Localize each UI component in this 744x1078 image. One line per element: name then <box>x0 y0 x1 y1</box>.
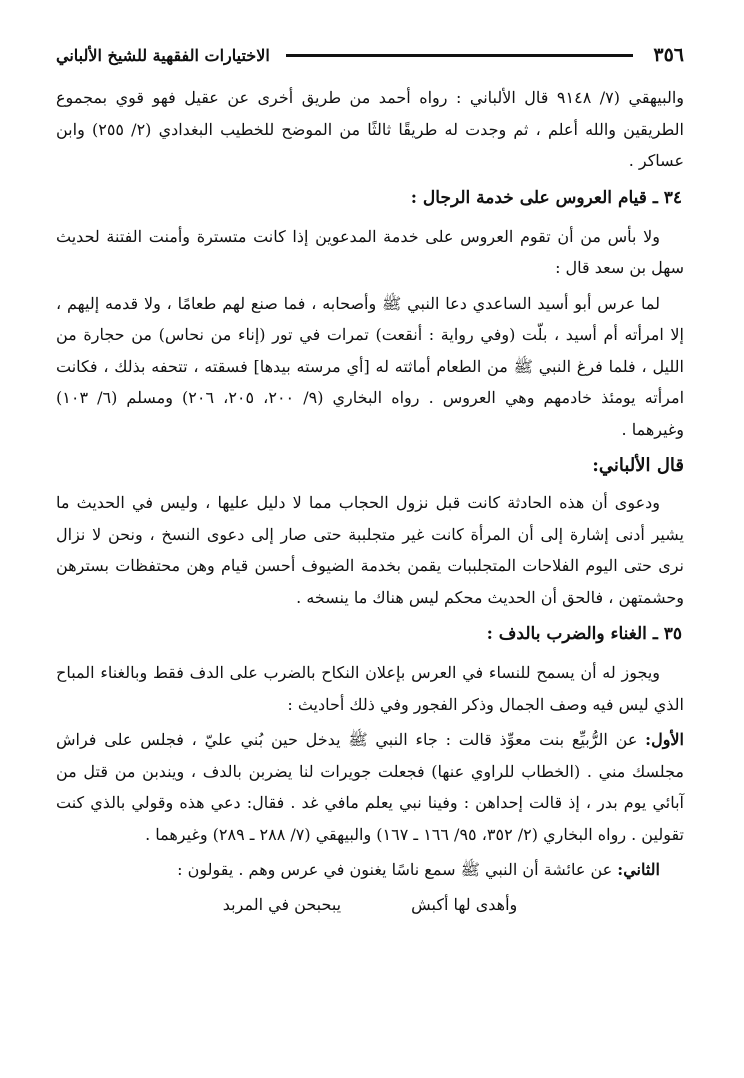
paragraph-hadith-sahl: لما عرس أبو أسيد الساعدي دعا النبي ﷺ وأصحابه ، فما صنع لهم طعامًا ، ولا قدمه إليهم ، إلا امرأته أم أسيد ، بلّت (وفي رواية : أنقعت) تمرات في تور (إناء من نحاس) من حجارة من الليل ، فلما فرغ النبي ﷺ من الطعام أماثته له [أي مرسته بيدها] فسقته ، تتحفه بذلك ، فكانت امرأته يومئذ خادمهم وهي العروس . رواه البخاري (٩/ ٢٠٠، ٢٠٥، ٢٠٦) ومسلم (٦/ ١٠٣) وغيرهما . <box>56 293 685 439</box>
paragraph-duff-singing: ويجوز له أن يسمح للنساء في العرس بإعلان النكاح بالضرب على الدف فقط وبالغناء المباح الذي ليس فيه وصف الجمال وذكر الفجور وفي ذلك أحاديث : <box>56 663 684 714</box>
running-header <box>56 38 684 72</box>
first-hadith-text: عن الرُّبيِّع بنت معوِّذ قالت : جاء النبي ﷺ يدخل حين بُني عليّ ، فجلس على فراش مجلسك مني . (الخطاب للراوي عنها) فجعلت جويرات لنا يضربن بالدف ، ويندبن من قتل من آبائي يوم بدر ، إذ قالت إحداهن : وفينا نبي يعلم مافي غد . فقال: دعي هذه وقولي بالذي كنت تقولين . رواه البخاري (٢/ ٣٥٢، ٩٥/ ١٦٦ ـ ١٦٧) والبيهقي (٧/ ٢٨٨ ـ ٢٨٩) وغيرهما . <box>56 730 685 844</box>
albani-comment-label: قال الألباني: <box>592 455 684 476</box>
section-heading-34: ٣٤ ـ قيام العروس على خدمة الرجال : <box>410 187 682 208</box>
second-hadith-text: عن عائشة أن النبي ﷺ سمع ناسًا يغنون في عرس وهم . يقولون : <box>177 860 618 879</box>
paragraph-albani-comment: ودعوى أن هذه الحادثة كانت قبل نزول الحجاب مما لا دليل عليها ، وليس في الحديث ما يشير أدنى إشارة إلى أن المرأة كانت غير متجلببة حتى صار إلى دعوى النسخ ، ونحن لا نزال نرى حتى اليوم الفلاحات المتجلببات يقمن بخدمة الضيوف أحسن قيام وهن محتفظات بسترهن وحشمتهن ، فالحق أن الحديث محكم ليس هناك ما ينسخه . <box>56 493 684 607</box>
second-hadith-label: الثاني: <box>617 860 660 879</box>
page-number: ٣٥٦ <box>653 44 684 66</box>
book-page <box>56 38 684 1064</box>
paragraph-citation-continued: والبيهقي (٧/ ٩١٤٨ قال الألباني : رواه أحمد من طريق أخرى عن عقيل فهو قوي بمجموع الطريقين والله أعلم ، ثم وجدت له طريقًا ثالثًا من الموضح للخطيب البغدادي (٢/ ٢٥٥) وابن عساكر . <box>56 88 684 170</box>
verse-hemistich-left: يبحبحن في المربد <box>222 894 342 914</box>
running-title: الاختيارات الفقهية للشيخ الألباني <box>56 45 270 65</box>
section-heading-35: ٣٥ ـ الغناء والضرب بالدف : <box>486 624 682 644</box>
paragraph-second-hadith <box>56 854 684 886</box>
paragraph-first-hadith <box>56 724 684 850</box>
paragraph-bride-serving: ولا بأس من أن تقوم العروس على خدمة المدعوين إذا كانت متسترة وأمنت الفتنة لحديث سهل بن سعد قال : <box>56 226 684 277</box>
first-hadith-label: الأول: <box>645 730 684 749</box>
verse-hemistich-right: وأهدى لها أكبش <box>411 894 518 914</box>
header-rule <box>286 54 634 57</box>
poetry-verse <box>56 890 684 920</box>
